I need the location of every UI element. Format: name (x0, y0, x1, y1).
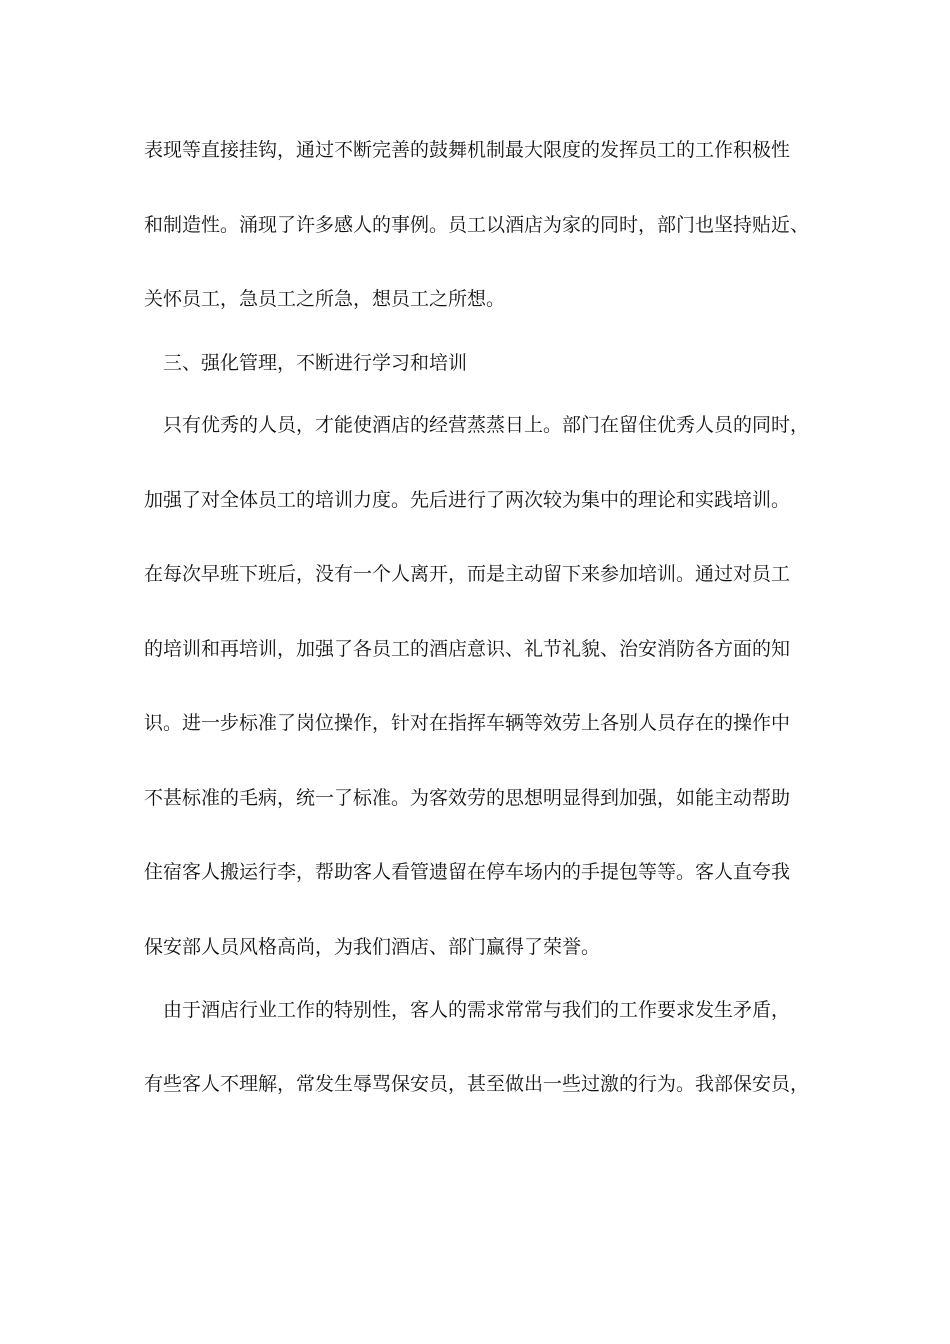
paragraph-start: 由于酒店行业工作的特别性，客人的需求常常与我们的工作要求发生矛盾， (163, 999, 791, 1021)
text-line: 不甚标准的毛病，统一了标准。为客效劳的思想明显得到加强，如能主动帮助 (144, 787, 791, 809)
text-line: 的培训和再培训，加强了各员工的酒店意识、礼节礼貌、治安消防各方面的知 (144, 638, 791, 660)
text-line: 识。进一步标准了岗位操作，针对在指挥车辆等效劳上各别人员存在的操作中 (144, 712, 791, 734)
text-line: 在每次早班下班后，没有一个人离开，而是主动留下来参加培训。通过对员工 (144, 563, 791, 585)
text-line: 和制造性。涌现了许多感人的事例。员工以酒店为家的同时，部门也坚持贴近、 (144, 214, 810, 236)
text-line: 表现等直接挂钩，通过不断完善的鼓舞机制最大限度的发挥员工的工作积极性 (144, 139, 791, 161)
text-line: 关怀员工，急员工之所急，想员工之所想。 (144, 288, 506, 310)
section-heading: 三、强化管理，不断进行学习和培训 (163, 352, 468, 374)
text-line: 有些客人不理解，常发生辱骂保安员，甚至做出一些过激的行为。我部保安员， (144, 1073, 810, 1095)
text-line: 保安部人员风格高尚，为我们酒店、部门赢得了荣誉。 (144, 936, 601, 958)
paragraph-start: 只有优秀的人员，才能使酒店的经营蒸蒸日上。部门在留住优秀人员的同时， (163, 414, 810, 436)
text-line: 住宿客人搬运行李，帮助客人看管遗留在停车场内的手提包等等。客人直夸我 (144, 861, 791, 883)
text-line: 加强了对全体员工的培训力度。先后进行了两次较为集中的理论和实践培训。 (144, 489, 791, 511)
